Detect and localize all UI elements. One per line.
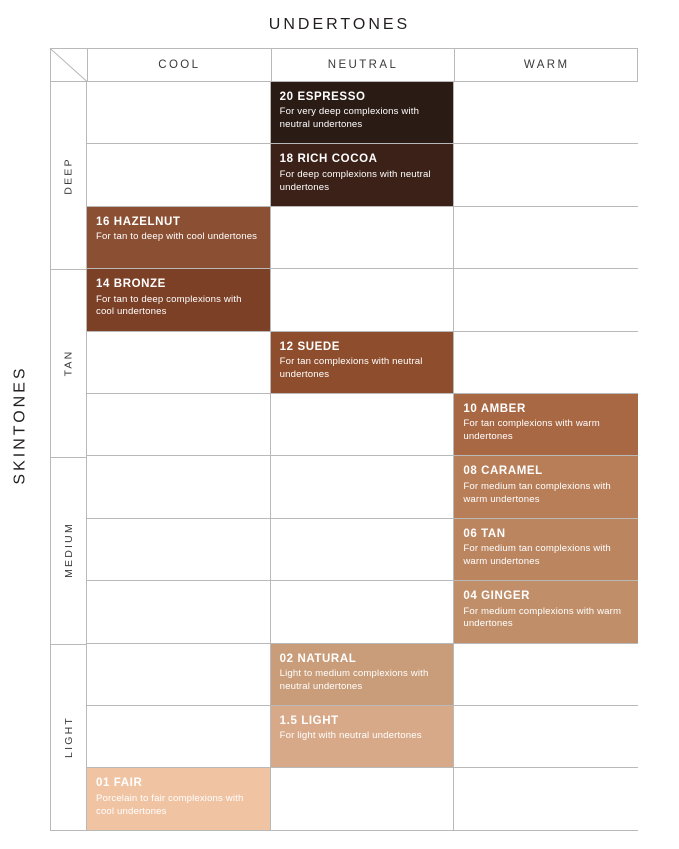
shade-description: For tan to deep complexions with cool undertones xyxy=(96,293,242,318)
empty-cell xyxy=(454,144,638,206)
shade-description: Light to medium complexions with neutral undertones xyxy=(279,667,429,692)
empty-cell xyxy=(271,207,455,269)
empty-cell xyxy=(87,82,271,144)
shade-swatch-cell[interactable] xyxy=(454,456,638,518)
shade-description: For tan complexions with neutral undertones xyxy=(279,355,423,380)
shade-name: 08 CARAMEL xyxy=(463,465,543,478)
empty-cell xyxy=(87,394,271,456)
empty-cell xyxy=(87,581,271,643)
shade-description: For medium tan complexions with warm undertones xyxy=(463,543,611,567)
shade-name: 01 FAIR xyxy=(96,777,143,790)
column-header-warm: WARM xyxy=(454,48,638,81)
shade-description: For deep complexions with neutral undertones xyxy=(279,168,431,193)
row-group-label xyxy=(50,644,87,831)
row-label-column xyxy=(50,82,87,831)
empty-cell xyxy=(454,706,638,768)
page-title-skintones: SKINTONES xyxy=(12,364,30,485)
shade-name: 12 SUEDE xyxy=(279,340,341,353)
shade-name: 06 TAN xyxy=(463,527,506,540)
shade-description: For very deep complexions with neutral undertones xyxy=(279,106,420,131)
column-header-neutral: NEUTRAL xyxy=(271,48,455,81)
empty-cell xyxy=(271,456,455,518)
empty-cell xyxy=(87,456,271,518)
page-title-skintones-wrapper xyxy=(6,0,36,849)
empty-cell xyxy=(271,269,455,331)
empty-cell xyxy=(87,144,271,206)
shade-swatch-cell[interactable] xyxy=(454,394,638,456)
shade-description: For medium complexions with warm undertones xyxy=(463,605,622,630)
empty-cell xyxy=(271,519,455,581)
shade-swatch-cell[interactable] xyxy=(271,644,455,706)
empty-cell xyxy=(271,581,455,643)
shade-name: 02 NATURAL xyxy=(279,652,357,665)
column-header-cool: COOL xyxy=(87,48,271,81)
row-group-label xyxy=(50,457,87,644)
shade-description: For tan complexions with warm undertones xyxy=(463,418,600,443)
row-group-label-text: LIGHT xyxy=(62,716,75,759)
shade-swatch-cell[interactable] xyxy=(271,82,455,144)
shade-swatch-cell[interactable] xyxy=(454,519,638,581)
shade-description: Porcelain to fair complexions with cool undertones xyxy=(96,792,244,817)
shade-swatch-cell[interactable] xyxy=(271,144,455,206)
empty-cell xyxy=(87,706,271,768)
shade-swatch-cell[interactable] xyxy=(87,207,271,269)
shade-grid xyxy=(87,82,638,831)
shade-swatch-cell[interactable] xyxy=(271,706,455,768)
shade-name: 16 HAZELNUT xyxy=(96,215,181,228)
row-group-label-text: MEDIUM xyxy=(62,522,75,579)
shade-swatch-cell[interactable] xyxy=(87,269,271,331)
empty-cell xyxy=(87,644,271,706)
shade-name: 14 BRONZE xyxy=(96,278,166,291)
shade-name: 20 ESPRESSO xyxy=(279,91,366,103)
shade-description: For light with neutral undertones xyxy=(279,730,422,742)
row-group-label-text: TAN xyxy=(62,349,75,377)
row-group-label-text: DEEP xyxy=(62,156,75,195)
empty-cell xyxy=(87,519,271,581)
shade-swatch-cell[interactable] xyxy=(87,768,271,830)
shade-name: 18 RICH COCOA xyxy=(279,153,378,166)
empty-cell xyxy=(454,768,638,830)
shade-description: For tan to deep with cool undertones xyxy=(96,231,258,243)
shade-description: For medium tan complexions with warm undertones xyxy=(463,480,611,505)
shade-name: 10 AMBER xyxy=(463,402,526,415)
empty-cell xyxy=(454,644,638,706)
row-group-label xyxy=(50,82,87,269)
empty-cell xyxy=(454,207,638,269)
row-group-label xyxy=(50,269,87,456)
corner-diagonal-cell xyxy=(50,48,87,81)
shade-swatch-cell[interactable] xyxy=(454,581,638,643)
matrix-body xyxy=(50,82,638,831)
shade-name: 04 GINGER xyxy=(463,590,531,603)
shade-name: 1.5 LIGHT xyxy=(279,714,339,727)
empty-cell xyxy=(87,332,271,394)
empty-cell xyxy=(454,269,638,331)
empty-cell xyxy=(271,394,455,456)
shade-swatch-cell[interactable] xyxy=(271,332,455,394)
page-title-undertones: UNDERTONES xyxy=(268,16,411,33)
empty-cell xyxy=(271,768,455,830)
empty-cell xyxy=(454,332,638,394)
column-header-row xyxy=(50,48,638,82)
empty-cell xyxy=(454,82,638,144)
